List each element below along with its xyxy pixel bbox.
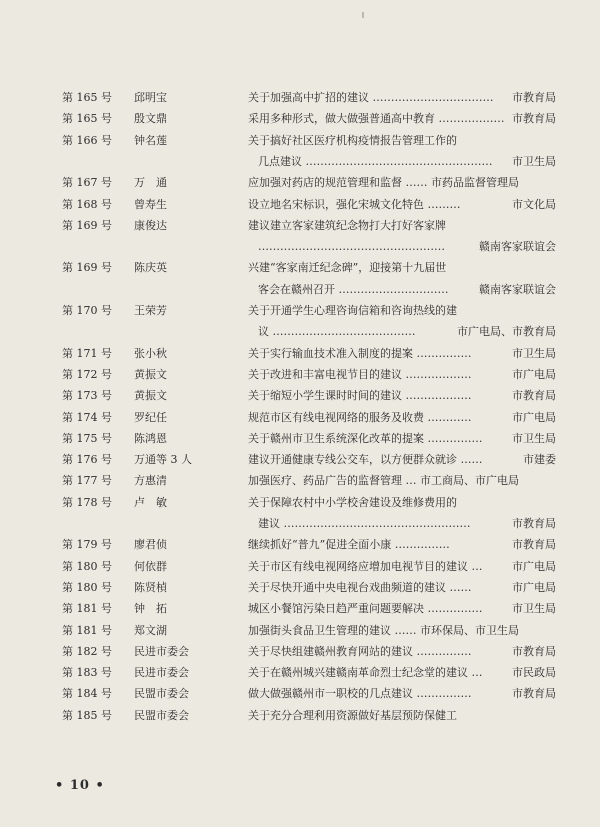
proposer-name: 邱明宝 — [134, 91, 167, 104]
proposal-title: 关于加强高中扩招的建议 …………………………… — [248, 91, 494, 104]
proposer-name: 曾寿生 — [134, 197, 167, 211]
proposer-name: 万 通 — [134, 176, 167, 190]
handling-department: 市民政局 — [512, 666, 556, 680]
proposal-number: 第 168 号 — [62, 197, 112, 211]
proposer-name: 郑文湖 — [134, 623, 167, 637]
handling-department: 市卫生局 — [512, 602, 556, 616]
handling-department: 市教育局 — [512, 91, 556, 104]
proposer-name: 罗纪任 — [134, 410, 167, 424]
proposal-title: 关于缩短小学生课时时间的建议 ……………… — [248, 389, 472, 403]
proposer-name: 康俊达 — [134, 218, 167, 232]
proposer-name: 民盟市委会 — [134, 708, 189, 722]
proposal-number: 第 169 号 — [62, 261, 112, 275]
page-number: • 10 • — [55, 778, 105, 793]
handling-department: 市教育局 — [512, 644, 556, 658]
handling-department: 市教育局 — [512, 517, 556, 530]
proposal-title: 继续抓好“普九”促进全面小康 …………… — [248, 538, 450, 552]
proposal-number: 第 169 号 — [62, 218, 112, 232]
proposal-number: 第 181 号 — [62, 602, 112, 616]
handling-department: 赣南客家联谊会 — [479, 240, 556, 254]
proposer-name: 廖君侦 — [134, 538, 167, 552]
proposal-number: 第 183 号 — [62, 666, 112, 680]
proposal-number: 第 166 号 — [62, 133, 112, 147]
proposer-name: 民盟市委会 — [134, 687, 189, 701]
proposal-title: 关于改进和丰富电视节目的建议 ……………… — [248, 367, 472, 381]
handling-department: 市教育局 — [512, 112, 556, 126]
proposer-name: 王荣芳 — [134, 304, 167, 317]
proposal-title: 设立地名宋标识，强化宋城文化特色 ……… — [248, 197, 461, 211]
handling-department: 市教育局 — [512, 389, 556, 403]
proposal-title: 加强医疗、药品广告的监督管理 … 市工商局、市广电局 — [248, 474, 519, 488]
proposal-number: 第 167 号 — [62, 176, 112, 190]
proposal-title-continued: 客会在赣州召开 ………………………… — [258, 282, 449, 296]
proposal-title: 加强街头食品卫生管理的建议 …… 市环保局、市卫生局 — [248, 623, 519, 637]
proposal-title: 关于保障农村中小学校舍建设及维修费用的 — [248, 495, 457, 509]
proposer-name: 民进市委会 — [134, 666, 189, 680]
handling-department: 市卫生局 — [512, 154, 556, 168]
proposal-number: 第 172 号 — [62, 367, 112, 381]
proposal-title: 采用多种形式，做大做强普通高中教育 ……………… — [248, 112, 505, 126]
proposal-title: 应加强对药店的规范管理和监督 …… 市药品监督管理局 — [248, 176, 519, 190]
proposer-name: 陈鸿恩 — [134, 431, 167, 445]
proposer-name: 钟名莲 — [134, 133, 167, 147]
proposal-title-continued: 议 ………………………………… — [258, 325, 416, 339]
handling-department: 市广电局、市教育局 — [457, 325, 556, 339]
proposal-number: 第 184 号 — [62, 687, 112, 701]
proposal-number: 第 176 号 — [62, 453, 112, 467]
handling-department: 市教育局 — [512, 687, 556, 701]
proposal-number: 第 165 号 — [62, 91, 112, 104]
proposal-title: 关于充分合理利用资源做好基层预防保健工 — [248, 708, 457, 722]
proposer-name: 陈庆英 — [134, 261, 167, 275]
proposal-number: 第 180 号 — [62, 580, 112, 594]
proposal-title: 关于市区有线电视网络应增加电视节目的建议 … — [248, 559, 483, 573]
proposer-name: 陈贤楨 — [134, 580, 167, 594]
handling-department: 市广电局 — [512, 559, 556, 573]
proposer-name: 万通等 3 人 — [134, 453, 192, 467]
proposer-name: 张小秋 — [134, 346, 167, 360]
handling-department: 市广电局 — [512, 410, 556, 424]
proposal-title: 关于实行输血技术准入制度的提案 …………… — [248, 346, 472, 360]
proposal-number: 第 179 号 — [62, 538, 112, 552]
proposal-number: 第 185 号 — [62, 708, 112, 722]
handling-department: 市广电局 — [512, 367, 556, 381]
proposal-title: 兴建“客家南迁纪念碑”，迎接第十九届世 — [248, 261, 447, 275]
proposal-number: 第 182 号 — [62, 644, 112, 658]
proposer-name: 民进市委会 — [134, 644, 189, 658]
proposer-name: 何依群 — [134, 559, 167, 573]
proposal-number: 第 181 号 — [62, 623, 112, 637]
proposal-number: 第 173 号 — [62, 389, 112, 403]
proposal-title: 规范市区有线电视网络的服务及收费 ………… — [248, 410, 472, 424]
handling-department: 赣南客家联谊会 — [479, 282, 556, 296]
proposer-name: 黄振文 — [134, 389, 167, 403]
proposal-title: 关于搞好社区医疗机构疫情报告管理工作的 — [248, 133, 457, 147]
proposal-title: 关于开通学生心理咨询信箱和咨询热线的建 — [248, 304, 457, 317]
handling-department: 市教育局 — [512, 538, 556, 552]
handling-department: 市建委 — [523, 453, 556, 467]
proposer-name: 黄振文 — [134, 367, 167, 381]
handling-department: 市文化局 — [512, 197, 556, 211]
proposer-name: 钟 拓 — [134, 602, 167, 616]
proposal-number: 第 170 号 — [62, 304, 112, 317]
proposal-title-continued: …………………………………………… — [258, 240, 445, 254]
proposal-title: 建议建立客家建筑纪念物打大打好客家牌 — [248, 218, 446, 232]
proposer-name: 方惠清 — [134, 474, 167, 488]
proposal-title: 做大做强赣州市一职校的几点建议 …………… — [248, 687, 472, 701]
proposal-number: 第 165 号 — [62, 112, 112, 126]
proposal-number: 第 180 号 — [62, 559, 112, 573]
proposal-number: 第 178 号 — [62, 495, 112, 509]
handling-department: 市卫生局 — [512, 346, 556, 360]
proposal-title: 关于在赣州城兴建赣南革命烈士纪念堂的建议 … — [248, 666, 483, 680]
proposal-title: 关于尽快开通中央电视台戏曲频道的建议 …… — [248, 580, 472, 594]
proposal-title: 关于赣州市卫生系统深化改革的提案 …………… — [248, 431, 483, 445]
proposal-number: 第 175 号 — [62, 431, 112, 445]
proposal-title-continued: 建议 …………………………………………… — [258, 517, 471, 530]
proposer-name: 殷文鼎 — [134, 112, 167, 126]
handling-department: 市广电局 — [512, 580, 556, 594]
proposal-number: 第 171 号 — [62, 346, 112, 360]
proposal-number: 第 177 号 — [62, 474, 112, 488]
proposal-title: 城区小餐馆污染日趋严重问题要解决 …………… — [248, 602, 483, 616]
proposal-number: 第 174 号 — [62, 410, 112, 424]
handling-department: 市卫生局 — [512, 431, 556, 445]
scan-mark — [362, 12, 364, 18]
proposal-title: 建议开通健康专线公交车，以方便群众就诊 …… — [248, 453, 483, 467]
proposal-title: 关于尽快组建赣州教育网站的建议 …………… — [248, 644, 472, 658]
proposer-name: 卢 敏 — [134, 495, 167, 509]
proposal-title-continued: 几点建议 …………………………………………… — [258, 154, 493, 168]
